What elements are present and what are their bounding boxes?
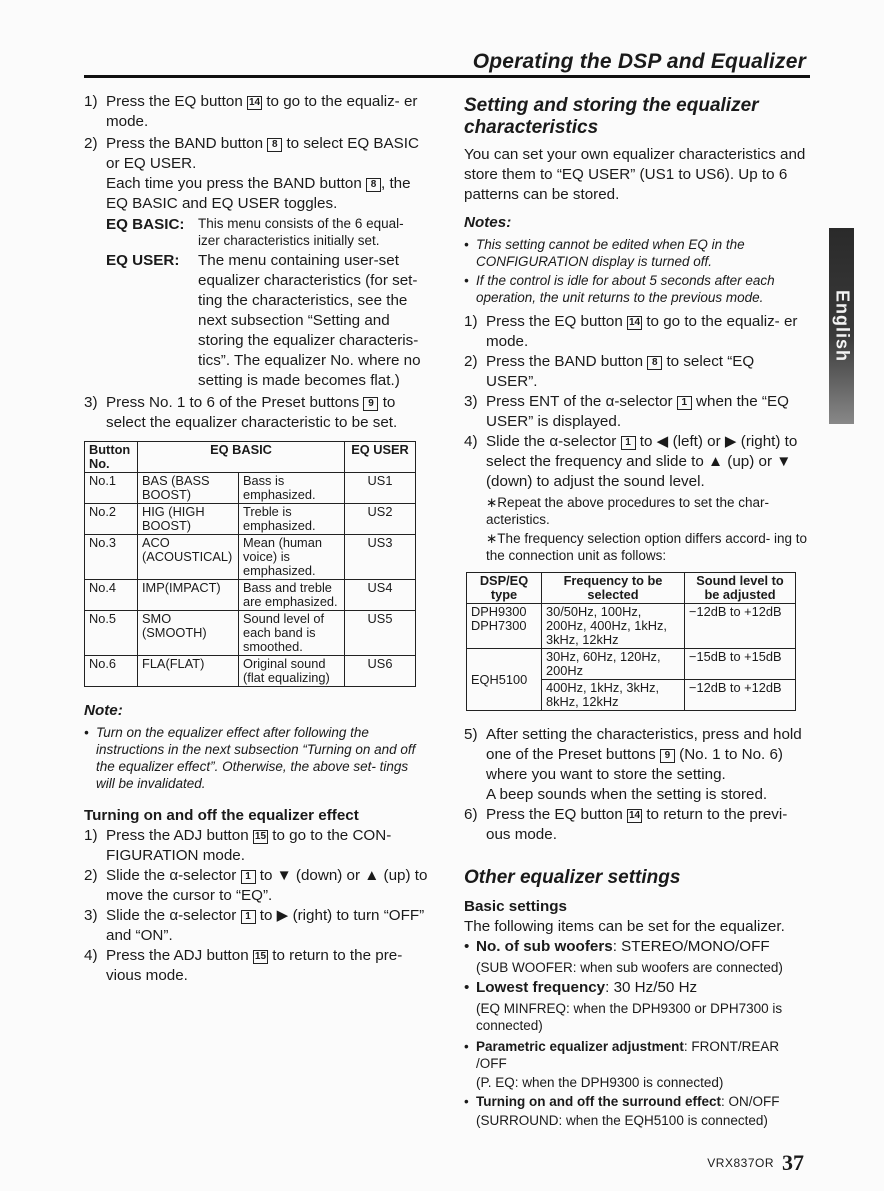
step: 3) Press No. 1 to 6 of the Preset buttons 9 to select the equalizer characteristic to be set. xyxy=(84,394,398,431)
button-number-badge: 9 xyxy=(660,749,675,763)
note-item: • Turn on the equalizer effect after following the instructions in the next subsection “Turning on and off the equalizer effect”. Otherwise, the above set- tings will be invalidated. xyxy=(84,725,416,791)
step: 3) Press ENT of the α-selector 1 when the “EQ USER” is displayed. xyxy=(464,393,789,430)
turning-heading: Turning on and off the equalizer effect xyxy=(84,807,359,824)
table-row: No.1 BAS (BASS BOOST) Bass is emphasized. US1 xyxy=(85,473,416,504)
basic-intro: The following items can be set for the equalizer. xyxy=(464,918,785,935)
table-header-row: DSP/EQ type Frequency to be selected Sound level to be adjusted xyxy=(467,573,796,604)
note-item: • This setting cannot be edited when EQ in the CONFIGURATION display is turned off. xyxy=(464,237,745,269)
button-number-badge: 1 xyxy=(241,910,256,924)
section-heading: Other equalizer settings xyxy=(464,867,681,888)
step: 1) Press the ADJ button 15 to go to the CON- FIGURATION mode. xyxy=(84,827,392,864)
button-number-badge: 15 xyxy=(254,951,267,962)
button-number-badge: 8 xyxy=(366,178,381,192)
language-tab xyxy=(829,228,854,424)
step: 2) Slide the α-selector 1 to ▼ (down) or ▲ (up) to move the cursor to “EQ”. xyxy=(84,867,428,904)
definition-eq-user: EQ USER: The menu containing user-set equalizer characteristics (for set- ting the characteristics, see the next subsection “Setting and storing the equalizer characteris- tics”. The equalizer No. where no setting is made becomes flat.) xyxy=(106,252,421,389)
intro-text: You can set your own equalizer characteristics and store them to “EQ USER” (US1 to US6). Up to 6 patterns can be stored. xyxy=(464,146,806,203)
page-header-title: Operating the DSP and Equalizer xyxy=(472,50,806,73)
note-heading: Note: xyxy=(84,702,123,719)
list-item: • Lowest frequency: 30 Hz/50 Hz xyxy=(464,979,698,996)
language-tab-label: English xyxy=(832,289,852,363)
right-column: Setting and storing the equalizer characteristics You can set your own equalizer characteristics and store them to “EQ USER” (US1 to US6). Up to 6 patterns can be stored. Notes: • This setting cannot be edited when EQ in the CONFIGURATION display is turned off. • If the control is idle for about 5 seconds after each operation, the unit returns to the previous mode. 1) Press the EQ button 14 to go to the equaliz- er mode. 2) Press the BAND button 8 to select “EQ USER”. 3) Press ENT of the α-selector 1 when the “EQ USER” is displayed. 4) Slide the α-selector 1 to ◀ (left) or ▶ (right) to select the frequency and slide to ▲ (up) or ▼ (down) to adjust the sound level. ∗Repeat the above procedures to set the char- acteristics. ∗The frequency selection option differs accord- ing to the connection unit as follows: DSP/EQ type Frequency to be selected Sound level to be adjusted DPH9300 DPH7300 30/50Hz, 100Hz, 200Hz, 400Hz, 1kHz, 3kHz, 12kHz −12dB to +12dB EQH5100 30Hz, 60Hz, 120Hz, 200Hz −15dB to +15dB 400Hz, 1kHz, 3kHz, 8kHz, 12kHz −12dB to +12dB 5) After setting the characteristics, press and hold one of the Preset buttons 9 (No. 1 to No. 6) where you want to store the setting. A beep sounds when the setting is stored. 6) Press the EQ button 14 to return to the previ- ous mode. Other equalizer settings Basic settings The following items can be set for the equalizer. • No. of sub woofers: STEREO/MONO/OFF (SUB WOOFER: when sub woofers are connected) • Lowest frequency: 30 Hz/50 Hz (EQ MINFREQ: when the DPH9300 or DPH7300 is connected) • Parametric equalizer adjustment: FRONT/REAR /OFF (P. EQ: when the DPH9300 is connected) • Turning on and off the surround effect: ON/OFF (SURROUND: when the EQH5100 is connected) xyxy=(464,95,807,1128)
step: 4) Press the ADJ button 15 to return to the pre- vious mode. xyxy=(84,947,403,984)
section-heading: Setting and storing the equalizer characteristics xyxy=(464,95,759,138)
notes-heading: Notes: xyxy=(464,214,512,231)
list-item: • No. of sub woofers: STEREO/MONO/OFF xyxy=(464,938,770,955)
eq-basic-table xyxy=(84,441,416,687)
table-row: No.6 FLA(FLAT) Original sound (flat equalizing) US6 xyxy=(85,656,416,687)
model-code: VRX837OR xyxy=(707,1156,774,1170)
frequency-table xyxy=(466,572,796,711)
definition-eq-basic: EQ BASIC: This menu consists of the 6 equal- izer characteristics initially set. xyxy=(106,216,404,248)
asterisk-note: ∗The frequency selection option differs accord- ing to the connection unit as follows: xyxy=(486,531,807,563)
table-row: 400Hz, 1kHz, 3kHz, 8kHz, 12kHz −12dB to +12dB xyxy=(467,680,796,711)
page-number: 37 xyxy=(782,1150,804,1175)
step: 4) Slide the α-selector 1 to ◀ (left) or ▶ (right) to select the frequency and slide to ▲ (up) or ▼ (down) to adjust the sound level. xyxy=(464,433,798,490)
note-item: • If the control is idle for about 5 seconds after each operation, the unit returns to the previous mode. xyxy=(464,273,775,305)
table-row: No.5 SMO (SMOOTH) Sound level of each band is smoothed. US5 xyxy=(85,611,416,656)
button-number-badge: 14 xyxy=(628,810,641,821)
button-number-badge: 14 xyxy=(248,97,261,108)
button-number-badge: 15 xyxy=(254,831,267,842)
button-number-badge: 1 xyxy=(241,870,256,884)
step: 2) Press the BAND button 8 to select “EQ USER”. xyxy=(464,353,755,390)
step: 5) After setting the characteristics, press and hold one of the Preset buttons 9 (No. 1 to No. 6) where you want to store the setting. A beep sounds when the setting is stored. xyxy=(464,726,802,803)
step: 6) Press the EQ button 14 to return to the previ- ous mode. xyxy=(464,806,788,843)
step: 1) Press the EQ button 14 to go to the equaliz- er mode. xyxy=(84,93,418,130)
table-row: No.4 IMP(IMPACT) Bass and treble are emphasized. US4 xyxy=(85,580,416,611)
basic-settings-heading: Basic settings xyxy=(464,898,567,915)
table-row: DPH9300 DPH7300 30/50Hz, 100Hz, 200Hz, 400Hz, 1kHz, 3kHz, 12kHz −12dB to +12dB xyxy=(467,604,796,649)
header-rule xyxy=(84,75,810,78)
asterisk-note: ∗Repeat the above procedures to set the char- acteristics. xyxy=(486,495,769,527)
button-number-badge: 14 xyxy=(628,317,641,328)
table-header-row: Button No. EQ BASIC EQ USER xyxy=(85,442,416,473)
button-number-badge: 8 xyxy=(267,138,282,152)
left-column xyxy=(84,92,429,986)
table-row: No.3 ACO (ACOUSTICAL) Mean (human voice) is emphasized. US3 xyxy=(85,535,416,580)
button-number-badge: 8 xyxy=(647,356,662,370)
table-row: EQH5100 30Hz, 60Hz, 120Hz, 200Hz −15dB to +15dB xyxy=(467,649,796,680)
button-number-badge: 1 xyxy=(677,396,692,410)
list-item: • Turning on and off the surround effect: ON/OFF xyxy=(464,1094,780,1109)
step: 2) Press the BAND button 8 to select EQ BASIC or EQ USER. Each time you press the BAND button 8 , the EQ BASIC and EQ USER toggles. xyxy=(84,135,419,212)
table-row: No.2 HIG (HIGH BOOST) Treble is emphasized. US2 xyxy=(85,504,416,535)
step: 3) Slide the α-selector 1 to ▶ (right) to turn “OFF” and “ON”. xyxy=(84,907,425,944)
button-number-badge: 9 xyxy=(363,397,378,411)
step: 1) Press the EQ button 14 to go to the equaliz- er mode. xyxy=(464,313,798,350)
list-item: • Parametric equalizer adjustment: FRONT/REAR /OFF xyxy=(464,1039,780,1071)
button-number-badge: 1 xyxy=(621,436,636,450)
